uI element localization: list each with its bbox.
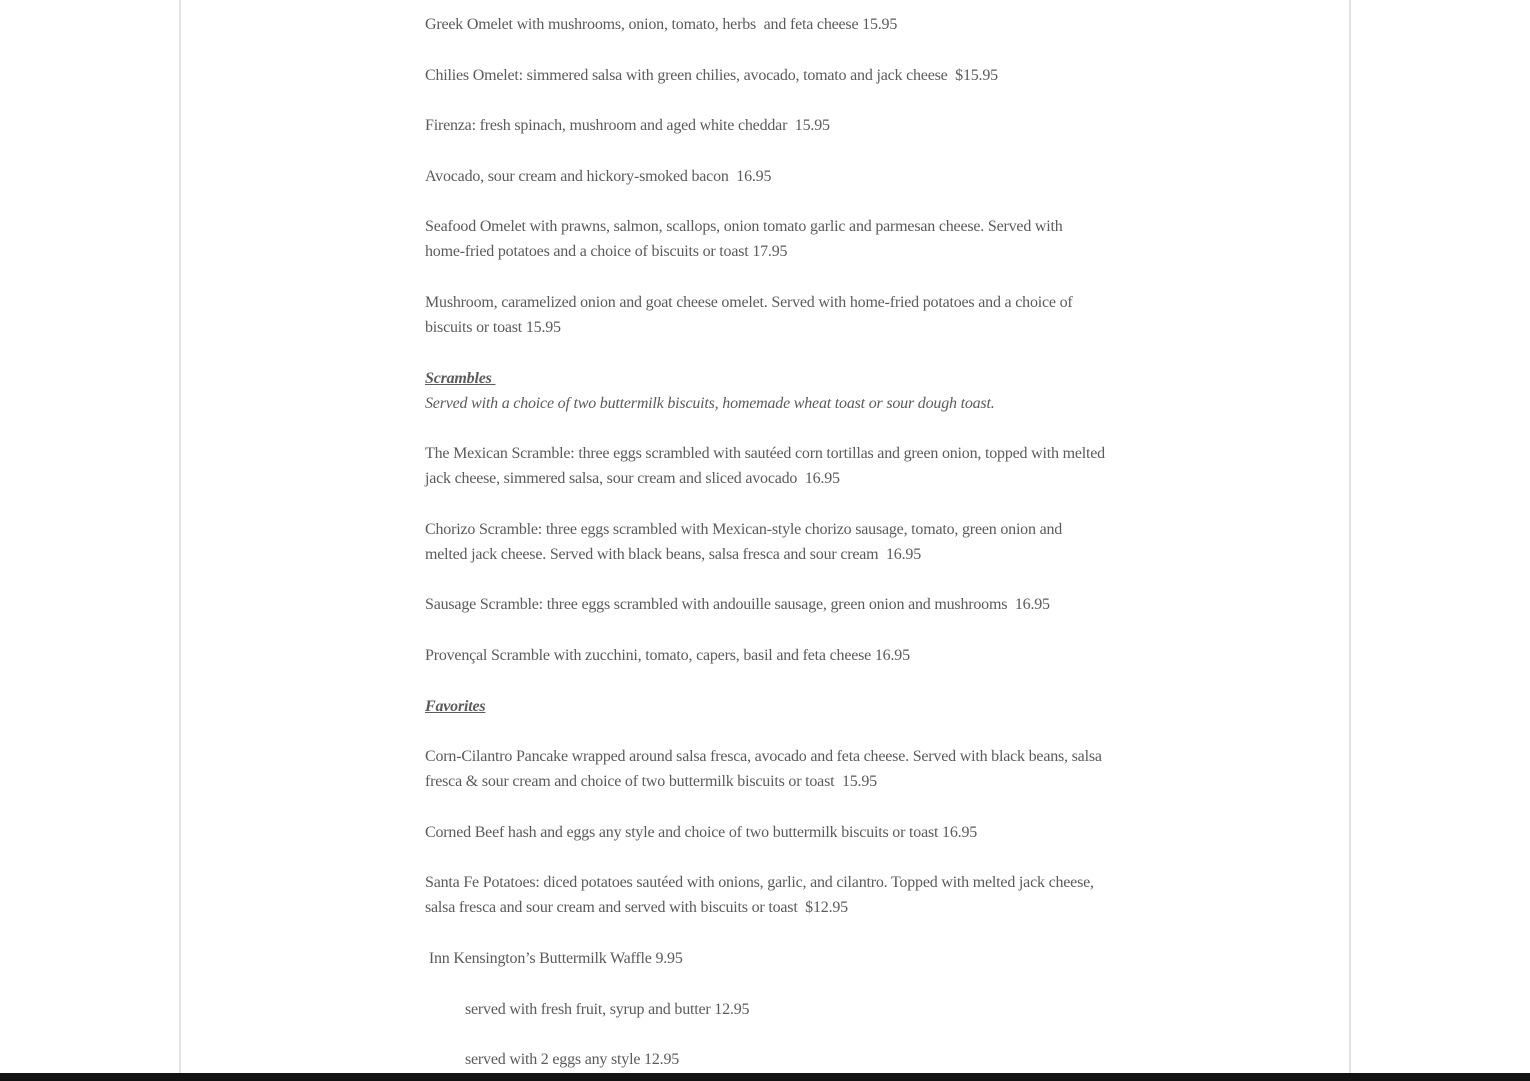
menu-section-header bbox=[425, 694, 1105, 719]
menu-item: Seafood Omelet with prawns, salmon, scallops, onion tomato garlic and parmesan cheese. Served with home-fried potatoes and a choice of biscuits or toast 17.95 bbox=[425, 218, 1067, 261]
menu-item: Santa Fe Potatoes: diced potatoes sautéed with onions, garlic, and cilantro. Topped with melted jack cheese, salsa fresca and sour cream and served with biscuits or toast $12.95 bbox=[425, 874, 1098, 917]
page-canvas bbox=[179, 0, 1351, 1073]
menu-item: Sausage Scramble: three eggs scrambled with andouille sausage, green onion and mushrooms 16.95 bbox=[425, 596, 1050, 614]
section-note: Served with a choice of two buttermilk biscuits, homemade wheat toast or sour dough toast. bbox=[425, 394, 995, 412]
menu-item: Provençal Scramble with zucchini, tomato, capers, basil and feta cheese 16.95 bbox=[425, 646, 910, 664]
menu-item: Corned Beef hash and eggs any style and choice of two buttermilk biscuits or toast 16.95 bbox=[425, 823, 978, 841]
menu-item: Chorizo Scramble: three eggs scrambled with Mexican-style chorizo sausage, tomato, green onion and melted jack cheese. Served with black beans, salsa fresca and sour cream 16.95 bbox=[425, 520, 1066, 563]
menu-item: Greek Omelet with mushrooms, onion, tomato, herbs and feta cheese 15.95 bbox=[425, 16, 898, 33]
menu-item: The Mexican Scramble: three eggs scrambled with sautéed corn tortillas and green onion, topped with melted jack cheese, simmered salsa, sour cream and sliced avocado 16.95 bbox=[425, 445, 1109, 488]
menu-section-header bbox=[425, 366, 1105, 416]
menu-text-block bbox=[425, 0, 1109, 1072]
menu-item: Mushroom, caramelized onion and goat cheese omelet. Served with home-fried potatoes and a choice of biscuits or toast 15.95 bbox=[425, 293, 1077, 336]
menu-item-indented: served with 2 eggs any style 12.95 bbox=[465, 1051, 680, 1069]
menu-item: Chilies Omelet: simmered salsa with green chilies, avocado, tomato and jack cheese $15.95 bbox=[425, 66, 998, 84]
menu-item: Inn Kensington’s Buttermilk Waffle 9.95 bbox=[425, 949, 683, 967]
section-heading: Scrambles bbox=[425, 369, 496, 387]
section-heading: Favorites bbox=[425, 697, 486, 715]
menu-item: Corn-Cilantro Pancake wrapped around salsa fresca, avocado and feta cheese. Served with black beans, salsa fresca & sour cream and choice of two buttermilk biscuits or toast 15.95 bbox=[425, 748, 1106, 791]
menu-item: Firenza: fresh spinach, mushroom and aged white cheddar 15.95 bbox=[425, 117, 830, 135]
menu-item-indented: served with fresh fruit, syrup and butter 12.95 bbox=[465, 1000, 750, 1018]
bottom-bar bbox=[0, 1073, 1530, 1081]
menu-item: Avocado, sour cream and hickory-smoked bacon 16.95 bbox=[425, 167, 772, 185]
